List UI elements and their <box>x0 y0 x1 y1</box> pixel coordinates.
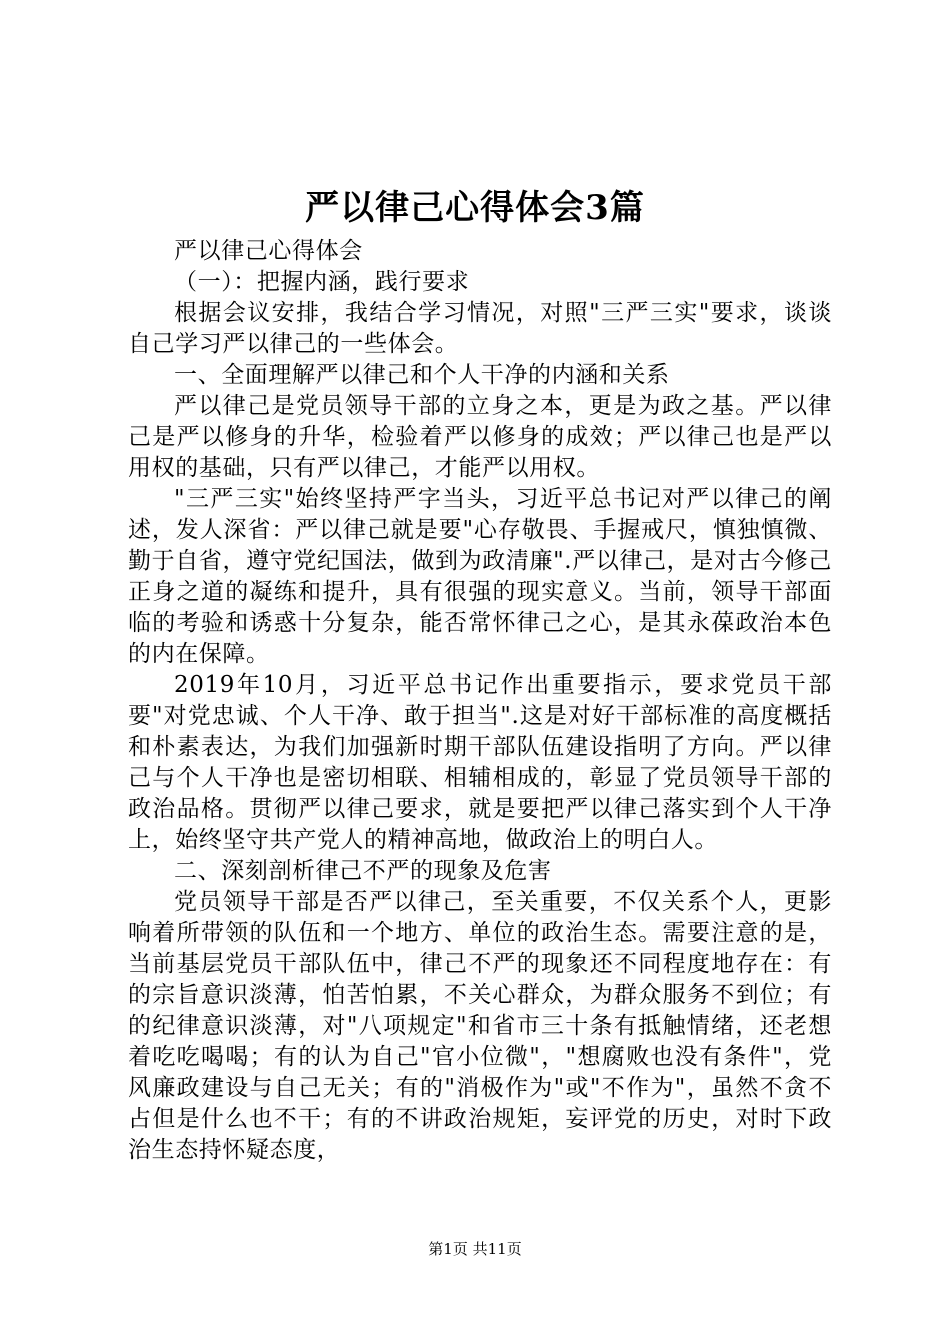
paragraph-section-label: （一）：把握内涵，践行要求 <box>174 269 470 295</box>
heading-section-1: 一、全面理解严以律己和个人干净的内涵和关系 <box>174 362 670 388</box>
paragraph: 2019年10月，习近平总书记作出重要指示，要求党员干部要"对党忠诚、个人干净、敢于担当".这是对好干部标准的高度概括和朴素表达，为我们加强新时期干部队伍建设指明了方向。严以律己与个人干净也是密切相联、相辅相成的，彰显了党员领导干部的政治品格。贯彻严以律己要求，就是要把严以律己落实到个人干净上，始终坚守共产党人的精神高地，做政治上的明白人。 <box>128 672 832 853</box>
paragraph-intro: 根据会议安排，我结合学习情况，对照"三严三实"要求，谈谈自己学习严以律己的一些体会。 <box>128 300 832 357</box>
page-footer: 第1页 共11页 <box>428 1240 522 1258</box>
heading-section-2: 二、深刻剖析律己不严的现象及危害 <box>174 858 552 884</box>
paragraph: "三严三实"始终坚持严字当头，习近平总书记对严以律己的阐述，发人深省：严以律己就是要"心存敬畏、手握戒尺，慎独慎微、勤于自省，遵守党纪国法，做到为政清廉".严以律己，是对古今修己正身之道的凝练和提升，具有很强的现实意义。当前，领导干部面临的考验和诱惑十分复杂，能否常怀律己之心，是其永葆政治本色的内在保障。 <box>128 486 832 667</box>
paragraph: 严以律己是党员领导干部的立身之本，更是为政之基。严以律己是严以修身的升华，检验着严以修身的成效；严以律己也是严以用权的基础，只有严以律己，才能严以用权。 <box>128 393 832 481</box>
paragraph-subtitle: 严以律己心得体会 <box>174 238 363 264</box>
document-title: 严以律己心得体会3篇 <box>305 188 645 228</box>
paragraph: 党员领导干部是否严以律己，至关重要，不仅关系个人，更影响着所带领的队伍和一个地方、单位的政治生态。需要注意的是，当前基层党员干部队伍中，律己不严的现象还不同程度地存在：有的宗旨意识淡薄，怕苦怕累，不关心群众，为群众服务不到位；有的纪律意识淡薄，对"八项规定"和省市三十条有抵触情绪，还老想着吃吃喝喝；有的认为自己"官小位微"，"想腐败也没有条件"，党风廉政建设与自己无关；有的"消极作为"或"不作为"，虽然不贪不占但是什么也不干；有的不讲政治规矩，妄评党的历史，对时下政治生态持怀疑态度， <box>128 889 832 1163</box>
document-body <box>128 236 832 1166</box>
